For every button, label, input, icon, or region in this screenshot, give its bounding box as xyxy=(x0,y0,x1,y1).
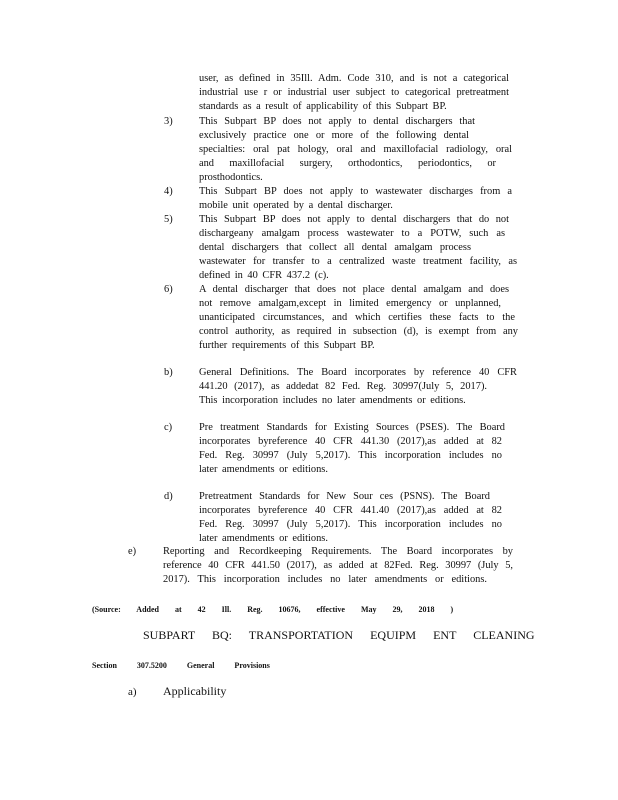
item-6-line-3: unanticipated circumstances, and which certifies these facts to the xyxy=(199,312,515,323)
sub-item-d-line-1: Pretreatment Standards for New Sour ces (PSNS). The Board xyxy=(199,491,490,502)
item-e-line-1: Reporting and Recordkeeping Requirements. The Board incorporates by xyxy=(163,546,513,557)
item-5-line-4: wastewater for transfer to a centralized waste treatment facility, as xyxy=(199,256,517,267)
sub-item-c-line-3: Fed. Reg. 30997 (July 5,2017). This incorporation includes no xyxy=(199,450,502,461)
item-e-number: e) xyxy=(128,546,137,557)
section-heading: Section 307.5200 General Provisions xyxy=(92,661,270,670)
item-4-number: 4) xyxy=(164,186,173,197)
sub-item-b-line-1: General Definitions. The Board incorporates by reference 40 CFR xyxy=(199,367,517,378)
sub-item-d-line-4: later amendments or editions. xyxy=(199,533,328,544)
item-5-line-2: dischargeany amalgam process wastewater to a POTW, such as xyxy=(199,228,505,239)
item-e-line-3: 2017). This incorporation includes no later amendments or editions. xyxy=(163,574,487,585)
sub-item-c-line-1: Pre treatment Standards for Existing Sources (PSES). The Board xyxy=(199,422,505,433)
item-6-number: 6) xyxy=(164,284,173,295)
sub-item-b-line-2: 441.20 (2017), as addedat 82 Fed. Reg. 30997(July 5, 2017). xyxy=(199,381,487,392)
item-6-line-5: further requirements of this Subpart BP. xyxy=(199,340,375,351)
sub-item-b-line-3: This incorporation includes no later amendments or editions. xyxy=(199,395,466,406)
sub-item-d-line-3: Fed. Reg. 30997 (July 5,2017). This incorporation includes no xyxy=(199,519,502,530)
item-3-line-5: prosthodontics. xyxy=(199,172,263,183)
item-3-line-4: and maxillofacial surgery, orthodontics, periodontics, or xyxy=(199,158,496,169)
item-6-line-2: not remove amalgam,except in limited emergency or unplanned, xyxy=(199,298,501,309)
applicability-label: Applicability xyxy=(163,684,227,698)
sub-item-b-number: b) xyxy=(164,367,173,378)
sub-item-d-number: d) xyxy=(164,491,173,502)
item-6-line-4: control authority, as required in subsection (d), is exempt from any xyxy=(199,326,518,337)
sub-item-c-line-2: incorporates byreference 40 CFR 441.30 (2017),as added at 82 xyxy=(199,436,502,447)
item-5-line-3: dental dischargers that collect all dental amalgam process xyxy=(199,242,471,253)
top-line-2: industrial use r or industrial user subject to categorical pretreatment xyxy=(199,87,509,98)
item-5-line-1: This Subpart BP does not apply to dental dischargers that do not xyxy=(199,214,509,225)
sub-item-c-line-4: later amendments or editions. xyxy=(199,464,328,475)
top-line-3: standards as a result of applicability of this Subpart BP. xyxy=(199,101,447,112)
applicability-number: a) xyxy=(128,686,137,698)
top-line-1: user, as defined in 35Ill. Adm. Code 310, and is not a categorical xyxy=(199,73,509,84)
sub-item-d-line-2: incorporates byreference 40 CFR 441.40 (2017),as added at 82 xyxy=(199,505,502,516)
item-4-line-2: mobile unit operated by a dental discharger. xyxy=(199,200,393,211)
item-4-line-1: This Subpart BP does not apply to wastewater discharges from a xyxy=(199,186,512,197)
item-5-number: 5) xyxy=(164,214,173,225)
subpart-heading: SUBPART BQ: TRANSPORTATION EQUIPM ENT CLEANING xyxy=(143,628,535,642)
item-3-line-3: specialties: oral pat hology, oral and maxillofacial radiology, oral xyxy=(199,144,512,155)
item-6-line-1: A dental discharger that does not place dental amalgam and does xyxy=(199,284,509,295)
sub-item-c-number: c) xyxy=(164,422,173,433)
item-3-number: 3) xyxy=(164,116,173,127)
item-3-line-1: This Subpart BP does not apply to dental dischargers that xyxy=(199,116,475,127)
item-3-line-2: exclusively practice one or more of the following dental xyxy=(199,130,469,141)
item-5-line-5: defined in 40 CFR 437.2 (c). xyxy=(199,270,329,281)
source-note: (Source: Added at 42 Ill. Reg. 10676, effective May 29, 2018 ) xyxy=(92,605,454,614)
item-e-line-2: reference 40 CFR 441.50 (2017), as added at 82Fed. Reg. 30997 (July 5, xyxy=(163,560,513,571)
